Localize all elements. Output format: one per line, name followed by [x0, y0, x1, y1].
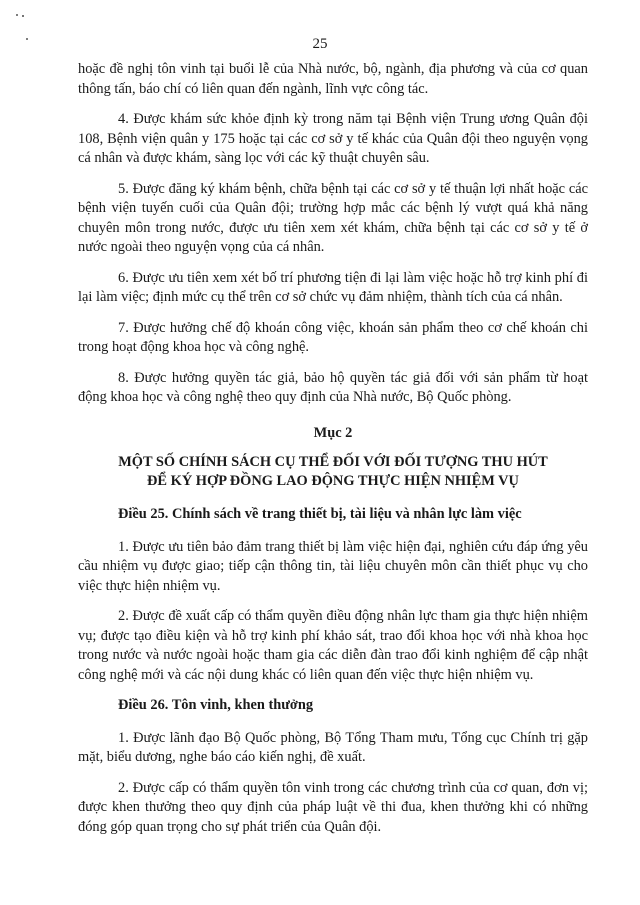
paragraph: hoặc đề nghị tôn vinh tại buổi lễ của Nhà nước, bộ, ngành, địa phương và của cơ quan thông tấn, báo chí có liên quan đến ngành, lĩnh vực công tác.	[78, 61, 588, 97]
paragraph: 8. Được hưởng quyền tác giả, bảo hộ quyền tác giả đối với sản phẩm từ hoạt động khoa học và công nghệ theo quy định của Nhà nước, Bộ Quốc phòng.	[78, 369, 588, 405]
section-heading-line: ĐỂ KÝ HỢP ĐỒNG LAO ĐỘNG THỰC HIỆN NHIỆM VỤ	[147, 473, 519, 489]
paragraph: 5. Được đăng ký khám bệnh, chữa bệnh tại các cơ sở y tế thuận lợi nhất hoặc các bệnh viện tuyến cuối của Quân đội; trường hợp mắc các bệnh lý vượt quá khả năng chuyên môn trong nước, được ưu tiên xem xét khám, chữa bệnh tại các cơ sở y tế ở nước ngoài theo nguyện vọng của cá nhân.	[78, 180, 588, 255]
section-label: Mục 2	[313, 424, 353, 441]
paragraph: 2. Được cấp có thẩm quyền tôn vinh trong các chương trình của cơ quan, đơn vị; được khen thưởng theo quy định của pháp luật về thi đua, khen thưởng khi có những đóng góp quan trọng cho sự phát triển của Quân đội.	[78, 779, 588, 835]
paragraph: 6. Được ưu tiên xem xét bố trí phương tiện đi lại làm việc hoặc hỗ trợ kinh phí đi lại làm việc; định mức cụ thể trên cơ sở chức vụ đảm nhiệm, thành tích của cá nhân.	[78, 269, 588, 305]
article-25-heading: Điều 25. Chính sách về trang thiết bị, tài liệu và nhân lực làm việc	[118, 506, 522, 522]
page-number: 25	[312, 36, 328, 52]
paragraph: 4. Được khám sức khỏe định kỳ trong năm tại Bệnh viện Trung ương Quân đội 108, Bệnh viện quân y 175 hoặc tại các cơ sở y tế khác của Quân đội theo nguyện vọng cá nhân và được khám, sàng lọc với các kỹ thuật chuyên sâu.	[78, 111, 588, 166]
paragraph: 1. Được lãnh đạo Bộ Quốc phòng, Bộ Tổng Tham mưu, Tổng cục Chính trị gặp mặt, biểu dương, nghe báo cáo kiến nghị, đề xuất.	[78, 729, 588, 765]
section-heading-line: MỘT SỐ CHÍNH SÁCH CỤ THỂ ĐỐI VỚI ĐỐI TƯỢNG THU HÚT	[118, 454, 548, 470]
paragraph: 2. Được đề xuất cấp có thẩm quyền điều động nhân lực tham gia thực hiện nhiệm vụ; được tạo điều kiện và hỗ trợ kinh phí khảo sát, trao đổi khoa học với nhà khoa học trong nước và nước ngoài hoặc tham gia các diễn đàn trao đổi kinh nghiệm để cập nhật công nghệ mới và các nội dung khác có liên quan đến việc thực hiện nhiệm vụ.	[78, 608, 588, 683]
document-body	[78, 60, 588, 848]
paragraph: 7. Được hưởng chế độ khoán công việc, khoán sản phẩm theo cơ chế khoán chi trong hoạt động khoa học và công nghệ.	[78, 319, 588, 355]
section-heading	[78, 453, 588, 491]
paragraph: 1. Được ưu tiên bảo đảm trang thiết bị làm việc hiện đại, nghiên cứu đáp ứng yêu cầu nhiệm vụ được giao; tiếp cận thông tin, tài liệu chuyên môn cần thiết phục vụ cho việc thực hiện nhiệm vụ.	[78, 538, 588, 594]
article-26-heading: Điều 26. Tôn vinh, khen thưởng	[118, 697, 314, 713]
